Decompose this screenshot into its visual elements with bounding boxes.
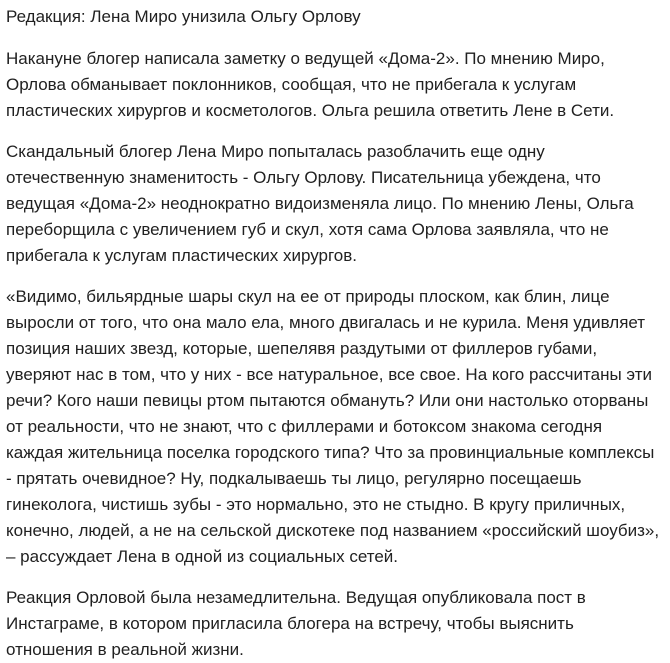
article-paragraph: Реакция Орловой была незамедлительна. Ведущая опубликовала пост в Инстаграме, в котором пригласила блогера на встречу, чтобы выяснить отношения в реальной жизни. xyxy=(6,588,586,659)
article-paragraph: Скандальный блогер Лена Миро попыталась разоблачить еще одну отечественную знаменитость - Ольгу Орлову. Писательница убеждена, что ведущая «Дома-2» неоднократно видоизменяла лицо. По мнению Лены, Ольга переборщила с увеличением губ и скул, хотя сама Орлова заявляла, что не прибегала к услугам пластических хирургов. xyxy=(6,142,634,265)
article-paragraph-lead: Накануне блогер написала заметку о ведущей «Дома-2». По мнению Миро, Орлова обманывает поклонников, сообщая, что не прибегала к услугам пластических хирургов и косметологов. Ольга решила ответить Лене в Сети. xyxy=(6,49,615,120)
article-paragraph-quote: «Видимо, бильярдные шары скул на ее от природы плоском, как блин, лице выросли от того, что она мало ела, много двигалась и не курила. Меня удивляет позиция наших звезд, которые, шепелявя раздутыми от филлеров губами, уверяют нас в том, что у них - все натуральное, все свое. На кого рассчитаны эти речи? Кого наши певицы ртом пытаются обмануть? Или они настолько оторваны от реальности, что не знают, что с филлерами и ботоксом знакома сегодня каждая жительница поселка городского типа? Что за провинциальные комплексы - прятать очевидное? Ну, подкалываешь ты лицо, регулярно посещаешь гинеколога, чистишь зубы - это нормально, это не стыдно. В кругу приличных, конечно, людей, а не на сельской дискотеке под названием «российский шоубиз», – рассуждает Лена в одной из социальных сетей. xyxy=(6,287,660,566)
article-title: Редакция: Лена Миро унизила Ольгу Орлову xyxy=(6,7,361,26)
